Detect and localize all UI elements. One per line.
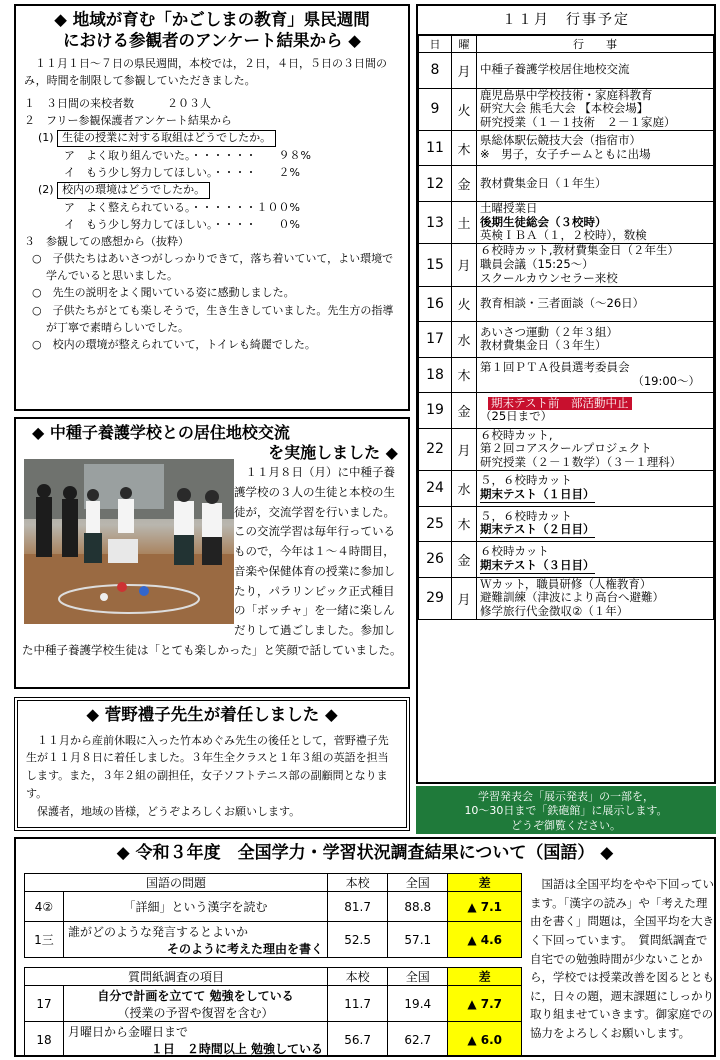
row-question-line-2: （授業の予習や復習を含む） xyxy=(117,1005,274,1020)
diff-value: ▲ 7.7 xyxy=(448,986,522,1022)
calendar-weekday: 金 xyxy=(452,542,477,578)
event-line: 職員会議（15:25～） xyxy=(480,257,594,272)
new-teacher-text: １１月から産前休暇に入った竹本めぐみ先生の後任として，菅野禮子先生が１１月８日に着任しました。３年生全クラスと１年３組の英語を担当します。また，３年２組の副担任，女子ソフトテニス部の副顧問となります。 xyxy=(26,733,389,801)
article-title xyxy=(24,10,400,51)
calendar-weekday: 月 xyxy=(452,428,477,470)
survey-result-article xyxy=(14,4,410,411)
row-question xyxy=(64,986,328,1022)
exchange-title xyxy=(22,423,402,463)
event-line: Ｗカット，職員研修（人権教育） xyxy=(480,576,652,591)
event-line: ６校時カット, xyxy=(480,427,553,442)
event-line: 期末テスト（３日目） xyxy=(480,557,595,572)
nation-value: 57.1 xyxy=(388,922,448,958)
event-line: 土曜授業日 xyxy=(480,200,538,215)
calendar-event xyxy=(477,201,714,243)
diff-value: ▲ 6.0 xyxy=(448,1022,522,1058)
calendar-event xyxy=(477,428,714,470)
calendar-row xyxy=(419,130,714,166)
table-row xyxy=(25,922,522,958)
calendar-row xyxy=(419,542,714,578)
calendar-event xyxy=(477,322,714,358)
event-line: あいさつ運動（２年３組） xyxy=(480,324,618,339)
row-no: 1三 xyxy=(25,922,64,958)
row-question xyxy=(64,1022,328,1058)
q2-text: 校内の環境はどうでしたか。 xyxy=(57,182,210,199)
nation-header: 全国 xyxy=(388,968,448,986)
calendar-row xyxy=(419,166,714,202)
calendar-date: 19 xyxy=(419,393,452,429)
calendar-date: 24 xyxy=(419,471,452,507)
event-line: （25日まで） xyxy=(480,409,553,424)
national-test-title: ◆ 令和３年度 全国学力・学習状況調査結果について（国語） ◆ xyxy=(116,843,614,863)
new-teacher-greeting: 保護者，地域の皆様，どうぞよろしくお願いします。 xyxy=(26,804,301,818)
event-line: ６校時カット,教材費集金日（２年生） xyxy=(480,243,680,258)
table-row xyxy=(25,986,522,1022)
calendar-row xyxy=(419,53,714,89)
parent-survey-heading: ２ フリー参観保護者アンケート結果から xyxy=(24,114,232,128)
event-line: ６校時カット xyxy=(480,544,549,559)
col-event: 行 事 xyxy=(477,36,714,53)
row-question: 「詳細」という漢字を読む xyxy=(64,892,328,922)
school-value: 52.5 xyxy=(328,922,388,958)
diff-value: ▲ 7.1 xyxy=(448,892,522,922)
questionnaire-header: 質問紙調査の項目 xyxy=(25,968,328,986)
q1-answer-b: イ もう少し努力してほしい。・・・・ ２% xyxy=(64,166,300,180)
calendar-date: 25 xyxy=(419,506,452,542)
calendar-weekday: 木 xyxy=(452,357,477,393)
nation-value: 62.7 xyxy=(388,1022,448,1058)
q1-answer-a: ア よく取り組んでいた。・・・・・・ ９８% xyxy=(64,149,311,163)
event-line: 研究授業（２－１数学）（３－１理科） xyxy=(480,455,682,470)
events-calendar xyxy=(416,4,716,784)
calendar-weekday: 土 xyxy=(452,201,477,243)
exchange-title-line-1: ◆ 中種子養護学校との居住地校交流 xyxy=(32,423,290,442)
calendar-weekday: 月 xyxy=(452,244,477,286)
exchange-title-line-2: を実施しました ◆ xyxy=(268,443,398,462)
event-line: ５，６校時カット xyxy=(480,473,572,488)
nation-header: 全国 xyxy=(388,874,448,892)
calendar-date: 29 xyxy=(419,577,452,619)
national-test-article xyxy=(14,837,716,1057)
visitor-count: １ ３日間の来校者数 ２０３人 xyxy=(24,97,211,111)
school-value: 81.7 xyxy=(328,892,388,922)
notice-line-2: 10～30日まで「鉄砲館」に展示します。 xyxy=(464,804,668,818)
calendar-row xyxy=(419,88,714,130)
diff-value: ▲ 4.6 xyxy=(448,922,522,958)
q2-answer-b: イ もう少し努力してほしい。・・・・ ０% xyxy=(64,218,300,232)
event-line: 教材費集金日（３年生） xyxy=(480,338,607,353)
calendar-row xyxy=(419,428,714,470)
calendar-weekday: 木 xyxy=(452,130,477,166)
calendar-weekday: 金 xyxy=(452,393,477,429)
calendar-event xyxy=(477,166,714,202)
exhibition-notice xyxy=(416,786,716,834)
school-header: 本校 xyxy=(328,874,388,892)
calendar-weekday: 月 xyxy=(452,53,477,89)
calendar-weekday: 月 xyxy=(452,577,477,619)
row-question-line-1: 自分で計画を立てて 勉強をしている xyxy=(97,988,294,1003)
title-line-1: ◆ 地域が育む「かごしまの教育」県民週間 xyxy=(54,10,370,29)
calendar-weekday: 水 xyxy=(452,471,477,507)
event-line: 県総体駅伝競技大会（指宿市） xyxy=(480,133,641,148)
calendar-row xyxy=(419,393,714,429)
event-line: 避難訓練（津波により高台へ避難） xyxy=(480,590,664,605)
impressions-heading: ３ 参観しての感想から（抜粋） xyxy=(24,235,189,249)
row-question-line-1: 月曜日から金曜日まで xyxy=(68,1024,189,1039)
event-line: 後期生徒総会（３校時） xyxy=(480,214,607,229)
event-line: 修学旅行代金徴収②（１年） xyxy=(480,604,629,619)
comment-1: ○ 子供たちはあいさつがしっかりできて，落ち着いていて，よい環境で学んでいると思いました。 xyxy=(32,252,394,283)
question-1 xyxy=(24,129,400,147)
notice-line-3: どうぞ御覧ください。 xyxy=(511,818,621,832)
col-day: 日 xyxy=(419,36,452,53)
calendar-event xyxy=(477,53,714,89)
survey-comment: 国語は全国平均をやや下回っています。「漢字の読み」や「考えた理由を書く」問題は，全国平均を大きく下回っています。 質問紙調査で自宅での勉強時間が少ないことから，学校では授業改善を図るとともに，日々の題，週末課題にしっかり取り組ませていきます。御家庭での協力をよろしくお願いします。 xyxy=(530,877,714,1040)
nation-value: 88.8 xyxy=(388,892,448,922)
problem-header: 国語の問題 xyxy=(25,874,328,892)
problem-table xyxy=(24,873,522,958)
event-line: 英検ＩＢＡ（１，２校時），数検 xyxy=(480,228,647,243)
title-line-2: における参観者のアンケート結果から ◆ xyxy=(63,30,361,50)
row-no: 18 xyxy=(25,1022,64,1058)
comment-2: ○ 先生の説明をよく聞いている姿に感動しました。 xyxy=(32,286,295,300)
calendar-weekday: 火 xyxy=(452,286,477,322)
question-2 xyxy=(24,181,400,199)
calendar-weekday: 木 xyxy=(452,506,477,542)
calendar-table xyxy=(418,35,714,620)
event-line: 第２回コアスクールプロジェクト xyxy=(480,441,652,456)
nation-value: 19.4 xyxy=(388,986,448,1022)
calendar-date: 9 xyxy=(419,88,452,130)
calendar-date: 8 xyxy=(419,53,452,89)
event-line: 期末テスト前 部活動中止 xyxy=(488,397,632,411)
calendar-event xyxy=(477,286,714,322)
diff-header: 差 xyxy=(448,874,522,892)
calendar-event xyxy=(477,393,714,429)
event-line: 研究授業（１－１技術 ２－１家庭） xyxy=(480,115,676,130)
event-line: 期末テスト（２日目） xyxy=(480,522,595,537)
school-value: 11.7 xyxy=(328,986,388,1022)
questionnaire-table xyxy=(24,967,522,1057)
exchange-body: １１月８日（月）に中種子養護学校の３人の生徒と本校の生徒が，交流学習を行いました。この交流学習は毎年行っているもので，今年は１～４時間目，音楽や保健体育の授業に参加したり，パラリンピック正式種目の「ボッチャ」を一緒に楽しんだりして過ごしました。参加した中種子養護学校生徒は「とても楽しかった」と笑顔で話していました。 xyxy=(22,465,402,657)
calendar-date: 26 xyxy=(419,542,452,578)
calendar-weekday: 火 xyxy=(452,88,477,130)
calendar-date: 17 xyxy=(419,322,452,358)
calendar-row xyxy=(419,286,714,322)
calendar-row xyxy=(419,506,714,542)
event-line: ※ 男子，女子チームともに出場 xyxy=(480,147,651,162)
comment-3: ○ 子供たちがとても楽しそうで，生き生きしていました。先生方の指導が丁寧で素晴らしいでした。 xyxy=(32,303,394,334)
notice-line-1: 学習発表会「展示発表」の一部を， xyxy=(478,790,654,803)
calendar-row xyxy=(419,471,714,507)
event-line: 第１回ＰＴＡ役員選考委員会 xyxy=(480,360,630,375)
calendar-event xyxy=(477,506,714,542)
calendar-weekday: 金 xyxy=(452,166,477,202)
event-line: 研究大会 熊毛大会 【本校会場】 xyxy=(480,101,649,116)
calendar-weekday: 水 xyxy=(452,322,477,358)
calendar-row xyxy=(419,201,714,243)
row-no: 4② xyxy=(25,892,64,922)
diff-header: 差 xyxy=(448,968,522,986)
calendar-row xyxy=(419,322,714,358)
table-row xyxy=(25,892,522,922)
comment-4: ○ 校内の環境が整えられていて，トイレも綺麗でした。 xyxy=(32,337,316,351)
calendar-event xyxy=(477,471,714,507)
event-line: 期末テスト（１日目） xyxy=(480,486,595,501)
new-teacher-article xyxy=(14,697,410,831)
event-line: 鹿児島県中学校技術・家庭科教育 xyxy=(480,87,653,102)
q1-text: 生徒の授業に対する取組はどうでしたか。 xyxy=(57,130,276,147)
calendar-row xyxy=(419,357,714,393)
row-question-line-1: 誰がどのような発言するとよいか xyxy=(68,924,249,939)
calendar-event xyxy=(477,357,714,393)
row-question-line-2: １日 ２時間以上 勉強している xyxy=(150,1041,323,1056)
event-line: 中種子養護学校居住地校交流 xyxy=(480,62,630,77)
calendar-row xyxy=(419,577,714,619)
calendar-date: 13 xyxy=(419,201,452,243)
event-line: スクールカウンセラー来校 xyxy=(480,270,618,285)
q1-number: (1) xyxy=(38,131,54,145)
calendar-event xyxy=(477,88,714,130)
calendar-date: 18 xyxy=(419,357,452,393)
event-line: （19:00～） xyxy=(632,373,700,388)
row-no: 17 xyxy=(25,986,64,1022)
calendar-date: 22 xyxy=(419,428,452,470)
event-line: ５，６校時カット xyxy=(480,508,572,523)
exchange-photo xyxy=(24,459,234,624)
calendar-date: 15 xyxy=(419,244,452,286)
school-header: 本校 xyxy=(328,968,388,986)
exchange-article xyxy=(14,417,410,689)
calendar-date: 11 xyxy=(419,130,452,166)
col-weekday: 曜 xyxy=(452,36,477,53)
calendar-event xyxy=(477,244,714,286)
event-line: 教育相談・三者面談（～26日） xyxy=(480,296,645,311)
calendar-date: 16 xyxy=(419,286,452,322)
table-row xyxy=(25,1022,522,1058)
row-question xyxy=(64,922,328,958)
calendar-event xyxy=(477,542,714,578)
school-value: 56.7 xyxy=(328,1022,388,1058)
q2-answer-a: ア よく整えられている。・・・・・・１００% xyxy=(64,201,300,215)
new-teacher-title: ◆ 菅野禮子先生が着任しました ◆ xyxy=(86,705,338,724)
calendar-title: １１月 行事予定 xyxy=(418,6,714,35)
calendar-date: 12 xyxy=(419,166,452,202)
calendar-event xyxy=(477,577,714,619)
calendar-row xyxy=(419,244,714,286)
calendar-event xyxy=(477,130,714,166)
row-question-line-2: そのように考えた理由を書く xyxy=(166,941,323,956)
intro-text: １１月１日～７日の県民週間，本校では，２日，４日，５日の３日間のみ，時間を制限して参観していただきました。 xyxy=(24,57,387,88)
event-line: 教材費集金日（１年生） xyxy=(480,175,607,190)
q2-number: (2) xyxy=(38,183,54,197)
